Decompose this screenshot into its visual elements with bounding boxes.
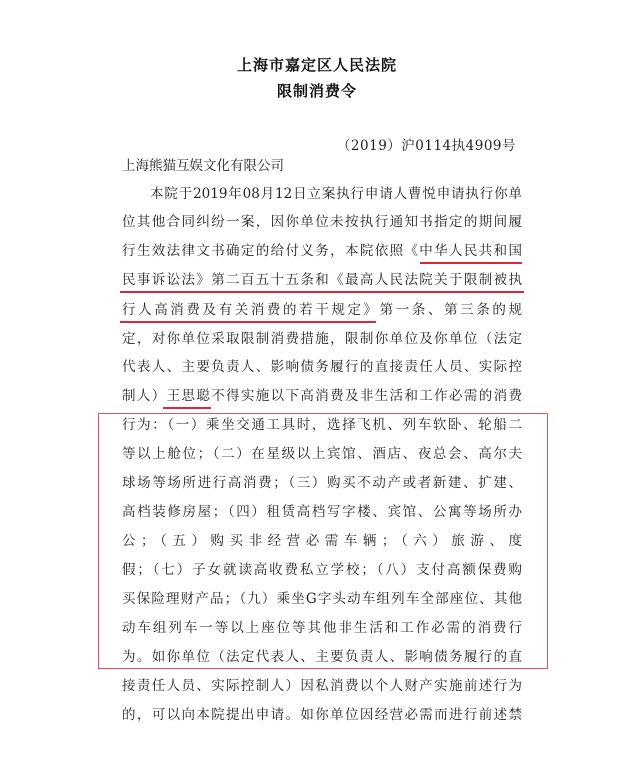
court-name-heading: 上海市嘉定区人民法院 [236,56,397,74]
underline-restriction-regulation [120,321,376,323]
body-line-12: 高档装修房屋；（四）租赁高档写字楼、宾馆、公寓等场所办 [122,504,522,520]
body-line-6: 定，对你单位采取限制消费措施，限制你单位及你单位（法定 [122,331,522,347]
body-line-14: 假；（七）子女就读高收费私立学校；（八）支付高额保费购 [122,562,522,578]
body-line-13: 公；（五）购买非经营必需车辆；（六）旅游、度 [122,533,522,549]
body-line-16: 动车组列车一等以上座位等其他非生活和工作必需的消费行 [122,620,522,636]
document-type-heading: 限制消费令 [276,82,357,100]
body-line-17: 为。如你单位（法定代表人、主要负责人、影响债务履行的直 [122,649,522,665]
underline-civil-procedure-law-a [420,262,522,264]
body-line-1: 本院于2019年08月12日立案执行申请人曹悦申请执行你单 [150,186,522,202]
body-line-9: 行为：（一）乘坐交通工具时，选择飞机、列车软卧、轮船二 [122,417,522,433]
addressee: 上海熊猫互娱文化有限公司 [122,158,284,174]
body-line-5: 行人高消费及有关消费的若干规定》第一条、第三条的规 [122,302,522,318]
underline-civil-procedure-law-b [120,291,524,293]
case-number: （2019）沪0114执4909号 [336,138,516,154]
underline-person-name [163,407,211,409]
body-line-2: 位其他合同纠纷一案，因你单位未按执行通知书指定的期间履 [122,214,522,230]
body-line-18: 接责任人员、实际控制人）因私消费以个人财产实施前述行为 [122,678,522,694]
body-line-4: 民事诉讼法》第二百五十五条和《最高人民法院关于限制被执 [122,272,522,288]
body-line-11: 球场等场所进行高消费；（三）购买不动产或者新建、扩建、 [122,475,522,491]
body-line-10: 等以上舱位；（二）在星级以上宾馆、酒店、夜总会、高尔夫 [122,446,522,462]
restricted-behaviors-highlight-box [98,413,548,669]
body-line-15: 买保险理财产品；（九）乘坐G字头动车组列车全部座位、其他 [122,591,522,607]
body-line-7: 代表人、主要负责人、影响债务履行的直接责任人员、实际控 [122,359,522,375]
body-line-3: 行生效法律文书确定的给付义务，本院依照《中华人民共和国 [122,243,522,259]
body-line-8: 制人）王思聪不得实施以下高消费及非生活和工作必需的消费 [122,388,522,404]
body-line-19: 的，可以向本院提出申请。如你单位因经营必需而进行前述禁 [122,707,522,723]
